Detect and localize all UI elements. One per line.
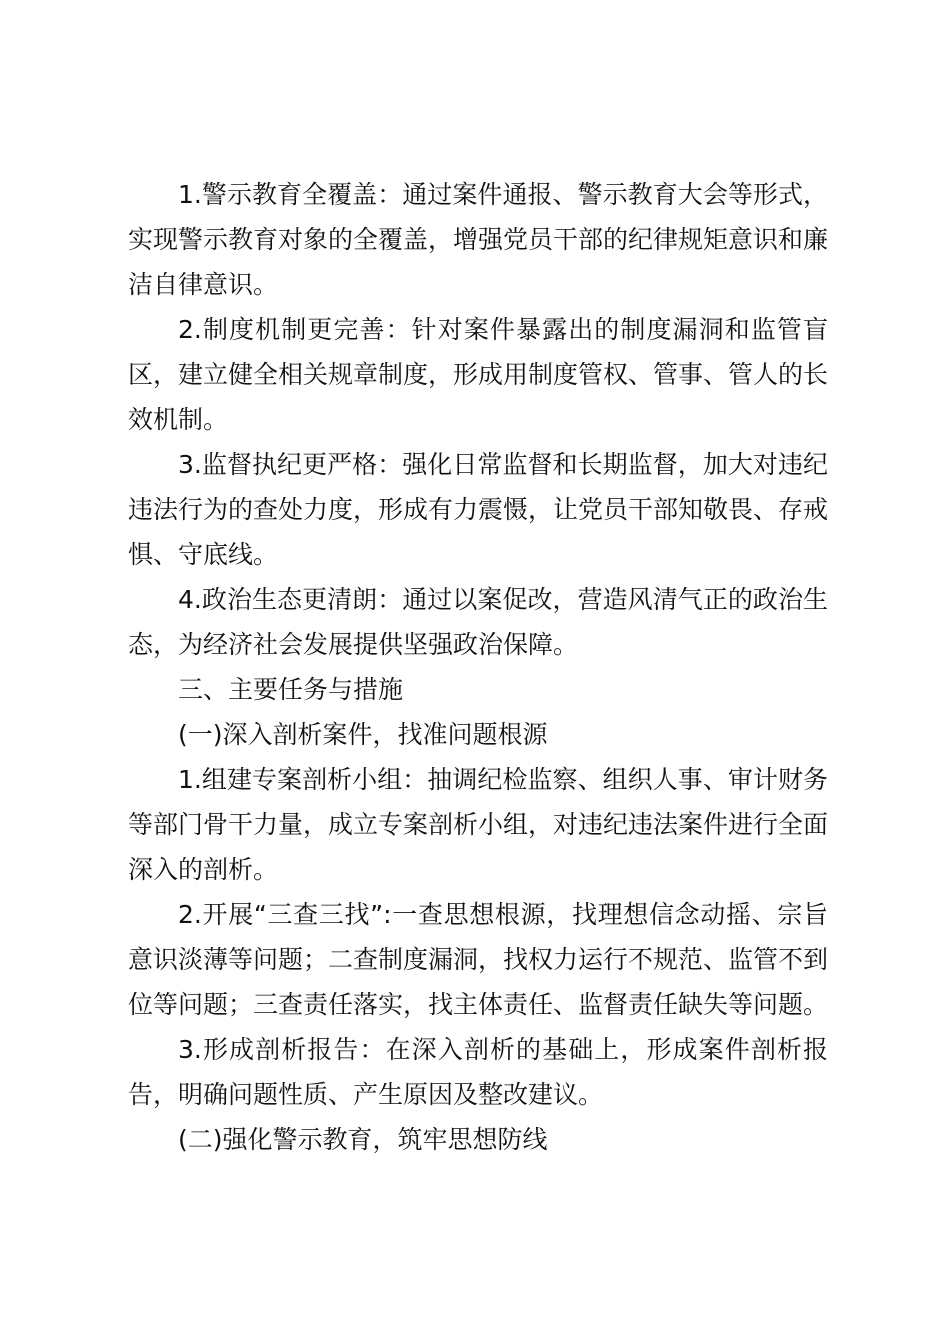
paragraph-goal-1: 1.警示教育全覆盖：通过案件通报、警示教育大会等形式，实现警示教育对象的全覆盖，增强党员干部的纪律规矩意识和廉洁自律意识。 (128, 180, 829, 299)
paragraph-goal-4: 4.政治生态更清朗：通过以案促改，营造风清气正的政治生态，为经济社会发展提供坚强政治保障。 (128, 585, 828, 659)
section-heading-tasks: 三、主要任务与措施 (178, 675, 404, 704)
paragraph-goal-2: 2.制度机制更完善：针对案件暴露出的制度漏洞和监管盲区，建立健全相关规章制度，形成用制度管权、管事、管人的长效机制。 (128, 315, 829, 434)
paragraph-task-2: 2.开展“三查三找”:一查思想根源，找理想信念动摇、宗旨意识淡薄等问题；二查制度漏洞，找权力运行不规范、监管不到位等问题；三查责任落实，找主体责任、监督责任缺失等问题。 (128, 900, 829, 1019)
paragraph-goal-3: 3.监督执纪更严格：强化日常监督和长期监督，加大对违纪违法行为的查处力度，形成有力震慑，让党员干部知敬畏、存戒惧、守底线。 (128, 450, 829, 569)
paragraph-task-1: 1.组建专案剖析小组：抽调纪检监察、组织人事、审计财务等部门骨干力量，成立专案剖析小组，对违纪违法案件进行全面深入的剖析。 (128, 765, 829, 884)
document-body (128, 172, 828, 1162)
paragraph-task-3: 3.形成剖析报告：在深入剖析的基础上，形成案件剖析报告，明确问题性质、产生原因及整改建议。 (128, 1035, 828, 1109)
subsection-heading-1: (一)深入剖析案件，找准问题根源 (178, 720, 548, 749)
subsection-heading-2: (二)强化警示教育，筑牢思想防线 (178, 1125, 548, 1154)
